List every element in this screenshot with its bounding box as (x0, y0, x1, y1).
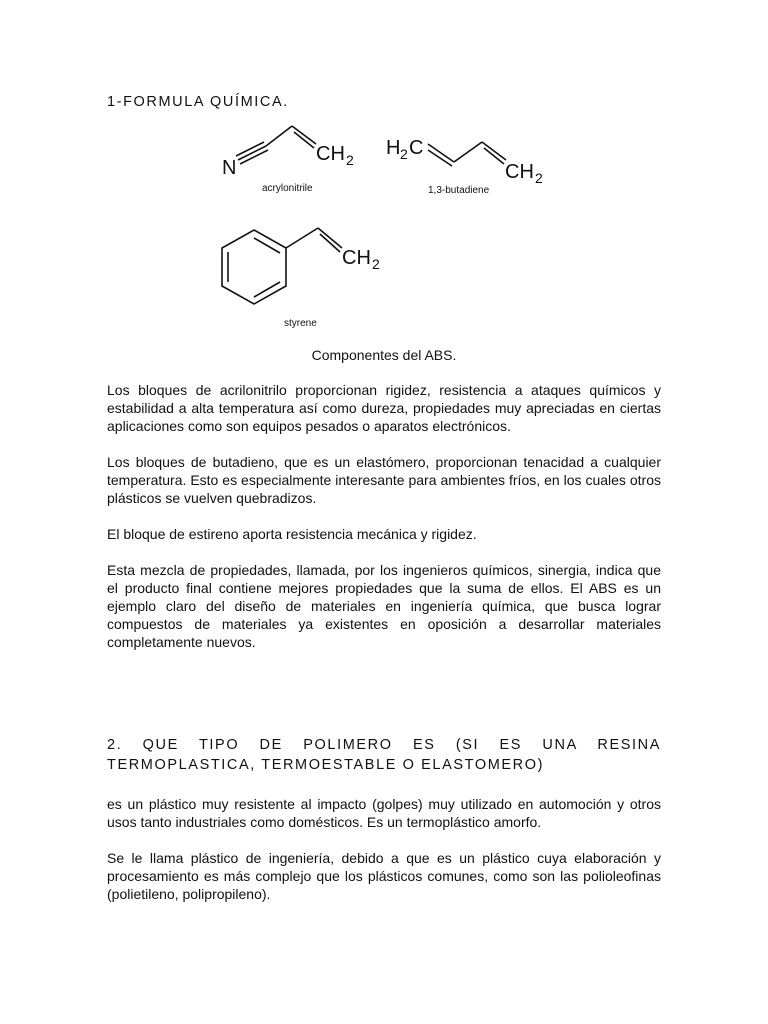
acrylonitrile-double-bond-a (292, 126, 316, 144)
figure-caption: Componentes del ABS. (311, 347, 457, 363)
styrene-benzene-ring (222, 230, 286, 304)
paragraph-impact: es un plástico muy resistente al impacto (golpes) muy utilizado en automoción y otros usos tanto industriales como domésticos. Es un termoplástico amorfo. (107, 796, 661, 830)
paragraph-engineering-plastic: Se le llama plástico de ingeniería, debido a que es un plástico cuya elaboración y procesamiento es más complejo que los plásticos comunes, como son las polioleofinas (polietileno, polipropileno). (107, 850, 661, 902)
styrene-ch-atom: CH (342, 247, 371, 269)
acrylonitrile-single-bond (266, 126, 292, 146)
paragraph-synergy: Esta mezcla de propiedades, llamada, por los ingenieros químicos, sinergia, indica que el producto final contiene mejores propiedades que la suma de ellos. El ABS es un ejemplo claro del diseño de materiales en ingeniería química, que busca lograr compuestos de materiales ya existentes en oposición a desarrollar materiales completamente nuevos. (107, 562, 661, 650)
acrylonitrile-structure (210, 118, 370, 198)
butadiene-left-subscript: 2 (400, 146, 408, 162)
butadiene-ch-atom: CH (505, 161, 534, 183)
butadiene-c-atom: C (409, 137, 424, 159)
styrene-subscript: 2 (372, 256, 380, 272)
butadiene-h-atom: H (386, 137, 401, 159)
styrene-vinyl-double-a (318, 228, 342, 248)
section1-heading: 1-FORMULA QUÍMICA. (107, 94, 289, 110)
styrene-vinyl-single (286, 228, 318, 248)
paragraph-styrene: El bloque de estireno aporta resistencia mecánica y rigidez. (107, 526, 477, 542)
butadiene-structure (384, 126, 564, 200)
butadiene-double-bond-2a (482, 142, 506, 160)
acrylonitrile-ch-atom: CH (316, 143, 345, 165)
butadiene-right-subscript: 2 (535, 170, 543, 186)
paragraph-acrylonitrile: Los bloques de acrilonitrilo proporcionan rigidez, resistencia a ataques químicos y estabilidad a alta temperatura así como dureza, propiedades muy apreciadas en ciertas aplicaciones como son equipos pesados o aparatos electrónicos. (107, 382, 661, 434)
section2-heading: 2. QUE TIPO DE POLIMERO ES (SI ES UNA RESINA TERMOPLASTICA, TERMOESTABLE O ELASTOMERO) (107, 737, 661, 773)
styrene-label: styrene (284, 318, 317, 329)
styrene-ring-double-2 (254, 282, 280, 297)
acrylonitrile-label: acrylonitrile (262, 183, 313, 194)
paragraph-butadiene: Los bloques de butadieno, que es un elastómero, proporcionan tenacidad a cualquier temperatura. Esto es especialmente interesante para ambientes fríos, en los cuales otros plásticos se vuelven quebradizos. (107, 454, 661, 506)
butadiene-single-bond (454, 142, 482, 162)
styrene-ring-double-1 (254, 238, 280, 253)
butadiene-label: 1,3-butadiene (428, 185, 490, 196)
acrylonitrile-n-atom: N (222, 157, 237, 179)
styrene-structure (214, 222, 394, 332)
acrylonitrile-subscript: 2 (346, 152, 354, 168)
